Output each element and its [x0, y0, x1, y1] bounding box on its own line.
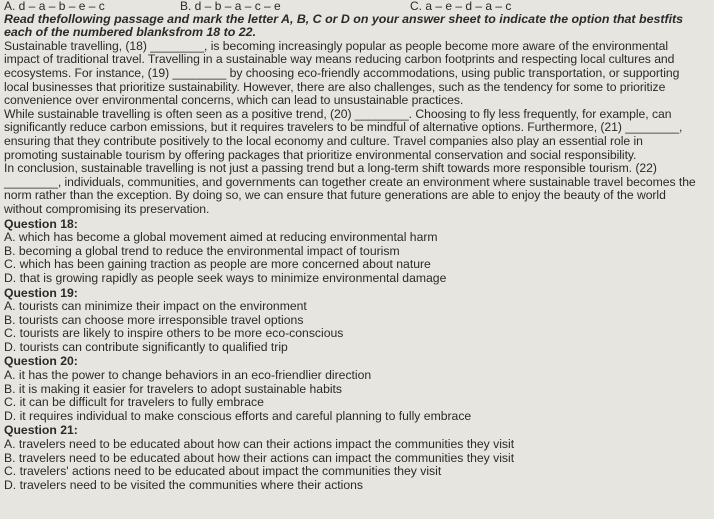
passage-line: without compromising its preservation. [4, 201, 210, 216]
passage-line: Sustainable travelling, (18) ________, is becoming increasingly popular as people become more aware of the environmental [4, 38, 669, 53]
instruction-line: Read thefollowing passage and mark the letter A, B, C or D on your answer sheet to indicate the option that bestfits [4, 12, 684, 26]
question-19 [4, 287, 714, 355]
answer-option-b: B. travelers need to be educated about how their actions can impact the communities they visit [4, 450, 515, 465]
answer-option-c: C. tourists are likely to inspire others to be more eco-conscious [4, 326, 344, 341]
answer-option-a: A. tourists can minimize their impact on the environment [4, 299, 307, 314]
answer-option-a: A. which has become a global movement aimed at reducing environmental harm [4, 230, 438, 245]
answer-option-d: D. that is growing rapidly as people seek ways to minimize environmental damage [4, 270, 447, 285]
previous-question-options [4, 1, 714, 12]
passage-line: impact of traditional travel. Travelling in a sustainable way means reducing carbon footprints and respecting local cultures and [4, 52, 675, 67]
passage-line: local businesses that prioritize sustainability. However, there are also challenges, such as the tendency for some to prioritize [4, 79, 666, 94]
passage-line: norm rather than the exception. By doing so, we can ensure that future generations are able to enjoy the beauty of the world [4, 188, 666, 203]
reading-passage [4, 40, 714, 217]
answer-option-a: A. it has the power to change behaviors in an eco-friendlier direction [4, 368, 372, 383]
passage-line: convenience over environmental concerns, which can lead to unsustainable practices. [4, 93, 464, 108]
answer-option-b: B. becoming a global trend to reduce the environmental impact of tourism [4, 243, 400, 258]
passage-line: ensuring that they contribute positively to the local economy and culture. Travel companies also play an essential role in [4, 133, 643, 148]
question-20 [4, 355, 714, 423]
passage-line: significantly reduce carbon emissions, but it requires travelers to be mindful of alternative options. Furthermore, (21) ________, [4, 120, 683, 135]
previous-option-b: B. d – b – a – c – e [180, 0, 281, 13]
passage-line: While sustainable travelling is often seen as a positive trend, (20) ________. Choosing to fly less frequently, for example, can [4, 106, 672, 121]
question-21 [4, 424, 714, 492]
passage-line: In conclusion, sustainable travelling is not just a passing trend but a long-term shift towards more responsible tourism. (22) [4, 161, 657, 176]
question-title: Question 20: [4, 354, 78, 369]
answer-option-c: C. it can be difficult for travelers to fully embrace [4, 395, 264, 410]
question-title: Question 18: [4, 216, 78, 231]
answer-option-c: C. travelers' actions need to be educated about impact the communities they visit [4, 464, 442, 479]
instruction [4, 13, 714, 40]
answer-option-b: B. it is making it easier for travelers to adopt sustainable habits [4, 381, 343, 396]
previous-option-c: C. a – e – d – a – c [410, 0, 512, 13]
answer-option-b: B. tourists can choose more irresponsible travel options [4, 312, 304, 327]
question-title: Question 21: [4, 423, 78, 438]
answer-option-a: A. travelers need to be educated about how can their actions impact the communities they visit [4, 437, 515, 452]
answer-option-d: D. travelers need to be visited the communities where their actions [4, 477, 364, 492]
instruction-line: each of the numbered blanksfrom 18 to 22. [4, 25, 257, 40]
question-title: Question 19: [4, 285, 78, 300]
passage-line: ecosystems. For instance, (19) ________ by choosing eco-friendly accommodations, using public transportation, or supporting [4, 66, 680, 80]
answer-option-d: D. tourists can contribute significantly to qualified trip [4, 339, 288, 354]
question-18 [4, 218, 714, 286]
passage-line: ________, individuals, communities, and governments can together create an environment where sustainable travel becomes the [4, 174, 696, 189]
passage-line: promoting sustainable tourism by offering packages that prioritize environmental conservation and social responsibility. [4, 147, 637, 162]
answer-option-c: C. which has been gaining traction as people are more concerned about nature [4, 257, 431, 272]
answer-option-d: D. it requires individual to make conscious efforts and careful planning to fully embrace [4, 408, 472, 423]
previous-option-a: A. d – a – b – e – c [4, 0, 105, 13]
